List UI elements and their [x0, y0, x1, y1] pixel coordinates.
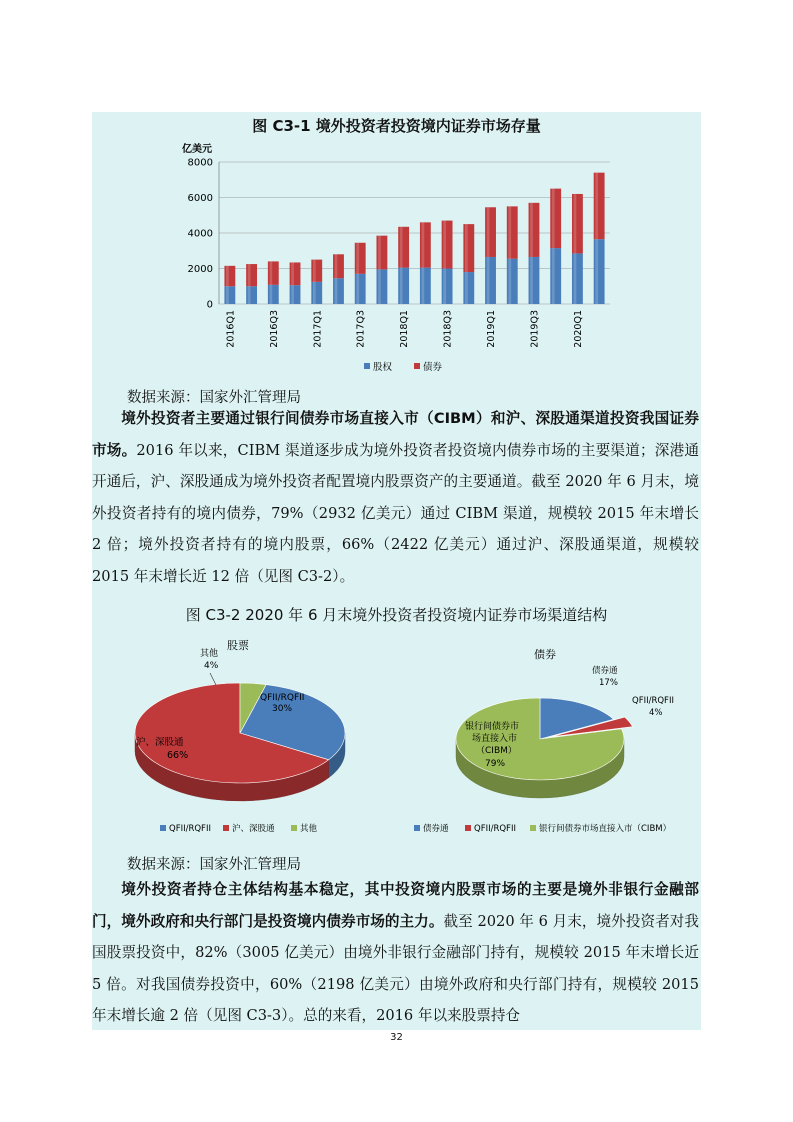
bar-highlight [291, 285, 294, 304]
bond-label-cibm-line2: 场直接入市 [472, 734, 518, 744]
bar-highlight [291, 262, 294, 285]
x-tick-label: 2019Q3 [529, 310, 541, 348]
bond-legend-connect: 债券通 [423, 824, 449, 834]
bond-pie-title: 债券 [534, 648, 556, 661]
bond-label-qfii: QFII/RQFII [632, 696, 674, 706]
bond-legend-swatch-connect [414, 825, 420, 831]
x-tick-label: 2020Q1 [572, 309, 584, 348]
bar-bond [529, 203, 540, 257]
x-tick-label: 2017Q1 [312, 310, 324, 348]
bond-legend-swatch-cibm [530, 825, 536, 831]
bar-equity [572, 253, 583, 304]
bar-highlight [487, 257, 490, 304]
bar-highlight [356, 243, 359, 274]
bar-chart [92, 138, 701, 383]
figure-1-source: 数据来源：国家外汇管理局 [127, 390, 301, 406]
bar-highlight [335, 278, 338, 304]
bar-highlight [465, 224, 468, 272]
stock-label-qfii-pct: 30% [272, 704, 293, 714]
bar-highlight [422, 268, 425, 304]
figure-1-title: 图 C3-1 境外投资者投资境内证券市场存量 [252, 117, 541, 135]
x-tick-label: 2017Q3 [355, 310, 367, 348]
bond-label-cibm-line3: （CIBM） [476, 746, 517, 756]
bond-legend [414, 823, 671, 834]
stock-legend-swatch-other [291, 825, 297, 831]
bar-highlight [378, 236, 381, 270]
paragraph-1-body: 2016 年以来，CIBM 渠道逐步成为境外投资者投资境内债券市场的主要渠道；深港通开通后，沪、深股通成为境外投资者配置境内股票资产的主要通道。截至 2020 年 6 月末，境外投资者持有的境内债券，79%（2932 亿美元）通过 CIBM 渠道，规模较 2015 年末增长 2 倍；境外投资者持有的境内股票，66%（2422 亿美元）通过沪、深股通渠道，规模较 2015 年末增长近 12 倍（见图 C3-2）。 [92, 441, 699, 585]
bar-highlight [313, 260, 316, 282]
bar-highlight [508, 259, 511, 304]
stock-leader-line [210, 673, 216, 685]
bar-highlight [400, 268, 403, 304]
bar-highlight [552, 248, 555, 304]
stock-legend [160, 823, 318, 834]
bond-legend-cibm: 银行间债券市场直接入市（CIBM） [539, 824, 672, 834]
bond-legend-qfii: QFII/RQFII [474, 824, 516, 834]
bar-highlight [270, 261, 273, 284]
stock-label-other-pct: 4% [204, 661, 219, 671]
bar-highlight [443, 221, 446, 269]
paragraph-1-lead: 境外投资者主要通过银行间债券市场直接入市（CIBM）和沪、深股通渠道投资我国证券市场。 [92, 410, 699, 459]
bar-highlight [595, 173, 598, 240]
x-tick-label: 2016Q3 [268, 310, 280, 348]
stock-label-connect: 沪、深股通 [136, 737, 184, 748]
bar-highlight [552, 189, 555, 248]
figure-2-title: 图 C3-2 2020 年 6 月末境外投资者投资境内证券市场渠道结构 [185, 606, 608, 624]
bar-bond [246, 264, 257, 286]
paragraph-2-body: 截至 2020 年 6 月末，境外投资者对我国股票投资中，82%（3005 亿美元）由境外非银行金融部门持有，规模较 2015 年末增长近 5 倍。对我国债券投资中，60%（2198 亿美元）由境外政府和央行部门持有，规模较 2015 年末增长逾 2 倍（见图 C3-3）。总的来看，2016 年以来股票持仓 [92, 912, 699, 1024]
y-axis-unit: 亿美元 [182, 144, 212, 155]
bond-legend-swatch-qfii [465, 825, 471, 831]
stock-label-other: 其他 [200, 649, 219, 659]
bar-highlight [595, 239, 598, 304]
y-tick-label: 8000 [187, 157, 213, 169]
y-tick-label: 6000 [187, 193, 213, 204]
stock-label-connect-pct: 66% [167, 750, 189, 761]
paragraph-2 [92, 874, 699, 1032]
stock-pie-title: 股票 [227, 639, 249, 652]
bar-equity [529, 257, 540, 304]
bar-highlight [248, 286, 251, 304]
legend-label: 债券 [423, 362, 443, 373]
bar-highlight [422, 222, 425, 267]
figure-2-source: 数据来源：国家外汇管理局 [127, 857, 301, 873]
legend-swatch [414, 363, 420, 369]
stock-label-qfii: QFII/RQFII [260, 693, 305, 703]
y-tick-label: 0 [206, 299, 213, 311]
bar-equity [246, 286, 257, 304]
bar-highlight [313, 282, 316, 304]
bar-highlight [356, 274, 359, 304]
x-tick-label: 2018Q1 [399, 310, 411, 348]
bar-highlight [574, 253, 577, 304]
x-tick-label: 2016Q1 [225, 310, 237, 348]
legend-swatch [364, 363, 370, 369]
bar-highlight [508, 206, 511, 258]
bar-highlight [487, 207, 490, 257]
bar-highlight [226, 266, 229, 286]
paragraph-2-lead: 境外投资者持仓主体结构基本稳定，其中投资境内股票市场的主要是境外非银行金融部门，境外政府和央行部门是投资境内债券市场的主力。 [92, 881, 699, 930]
bar-bond [572, 194, 583, 253]
bar-highlight [465, 272, 468, 304]
y-tick-label: 4000 [187, 228, 213, 240]
bar-highlight [400, 227, 403, 268]
stock-legend-qfii: QFII/RQFII [169, 824, 211, 834]
legend-label: 股权 [373, 362, 393, 373]
bond-label-cibm-pct: 79% [485, 759, 506, 769]
bar-highlight [335, 254, 338, 278]
page-number: 32 [390, 1032, 403, 1043]
paragraph-1 [92, 403, 699, 592]
bond-label-cibm-line1: 银行间债券市 [465, 722, 520, 732]
bond-label-qfii-pct: 4% [649, 708, 663, 718]
bar-highlight [530, 203, 533, 257]
bar-highlight [530, 257, 533, 304]
pie-charts [92, 628, 701, 843]
bar-highlight [378, 269, 381, 304]
bar-highlight [443, 269, 446, 305]
stock-legend-swatch-qfii [160, 825, 166, 831]
x-tick-label: 2019Q1 [486, 310, 498, 348]
y-tick-label: 2000 [187, 264, 213, 275]
stock-legend-other: 其他 [300, 824, 318, 834]
stock-legend-connect: 沪、深股通 [232, 824, 275, 834]
x-tick-label: 2018Q3 [442, 310, 454, 348]
bar-highlight [574, 194, 577, 253]
bar-highlight [248, 264, 251, 286]
bond-label-connect: 债券通 [592, 666, 618, 676]
bar-highlight [270, 285, 273, 304]
stock-legend-swatch-connect [223, 825, 229, 831]
bond-label-connect-pct: 17% [599, 678, 618, 688]
bar-highlight [226, 286, 229, 304]
